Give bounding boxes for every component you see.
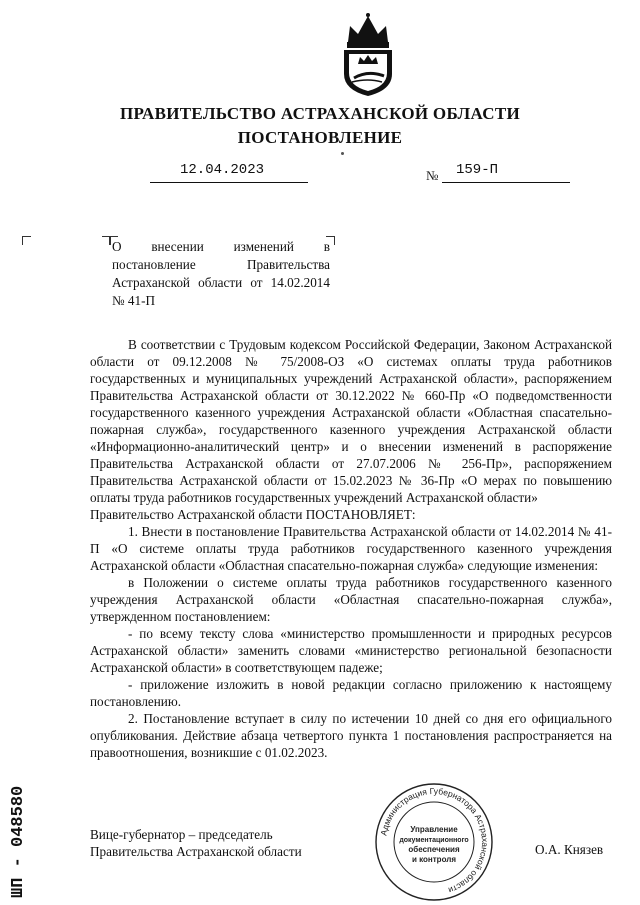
item-2-paragraph: 2. Постановление вступает в силу по истечении 10 дней со дня его официального опубликования. Действие абзаца четвертого пункта 1 постановления распространяется на правоотношения, возникшие с 01.02.2023. [90,711,612,760]
side-registration-code [2,760,30,900]
organization-title: ПРАВИТЕЛЬСТВО АСТРАХАНСКОЙ ОБЛАСТИ [120,104,520,123]
coat-of-arms-emblem [330,12,406,98]
signer-title-line-1: Вице-губернатор – председатель [90,827,273,842]
item-1-sub-paragraph: в Положении о системе оплаты труда работников государственного казенного учреждения Астраханской области «Областная спасательно-пожарная служба», утвержденном постановлением: [90,575,612,624]
preamble-paragraph: В соответствии с Трудовым кодексом Российской Федерации, Законом Астраханской области от 09.12.2008 № 75/2008-ОЗ «О системах оплаты труда работников государственных и муниципальных учреждений Астраханской области», распоряжением Правительства Астраханской области от 30.12.2022 № 660-Пр «О подведомственности государственного казенного учреждения Астраханской области «Областная спасательно-пожарная служба», государственного казенного учреждения Астраханской области «Информационно-аналитический центр» и о внесении изменений в распоряжение Правительства Астраханской области от 27.07.2006 № 256-Пр», распоряжением Правительства Астраханской области от 15.02.2023 № 36-Пр «О мерах по повышению оплаты труда работников государственных учреждений Астраханской области» [90,337,612,505]
stamp-line-2: документационного [399,837,469,844]
stamp-line-1: Управление [410,825,458,834]
document-subject: О внесении изменений в постановление Правительства Астраханской области от 14.02.2014 № 41-П [112,239,330,308]
date-underline [150,182,308,183]
ink-dot [341,152,344,155]
stamp-line-3: обеспечения [408,845,460,854]
item-1-paragraph: 1. Внести в постановление Правительства Астраханской области от 14.02.2014 № 41-П «О системе оплаты труда работников государственного казенного учреждения Астраханской области «Областная спасательно-пожарная служба» следующие изменения: [90,524,612,573]
item-1-dash-2: - приложение изложить в новой редакции согласно приложению к настоящему постановлению. [90,677,612,709]
official-stamp [368,782,500,902]
document-type: ПОСТАНОВЛЕНИЕ [237,128,403,147]
document-date: 12.04.2023 [180,162,265,178]
left-margin-corner-mark [22,236,31,245]
item-1-dash-1: - по всему тексту слова «министерство промышленности и природных ресурсов Астраханской области» заменить словами «министерство региональной безопасности Астраханской области» в соответствующем падеже; [90,626,612,675]
signer-title-line-2: Правительства Астраханской области [90,844,302,859]
document-number: 159-П [456,162,499,178]
resolves-paragraph: Правительство Астраханской области ПОСТАНОВЛЯЕТ: [90,507,416,522]
stamp-line-4: и контроля [412,855,456,864]
signature-block [90,826,302,860]
side-code-text: ШП - 048580 [9,785,28,898]
document-body [90,336,612,761]
signer-name: О.А. Князев [535,842,604,857]
number-underline [442,182,570,183]
stamp-ring-text: Администрация Губернатора Астраханской области [378,785,491,896]
number-sign: № [426,168,439,183]
